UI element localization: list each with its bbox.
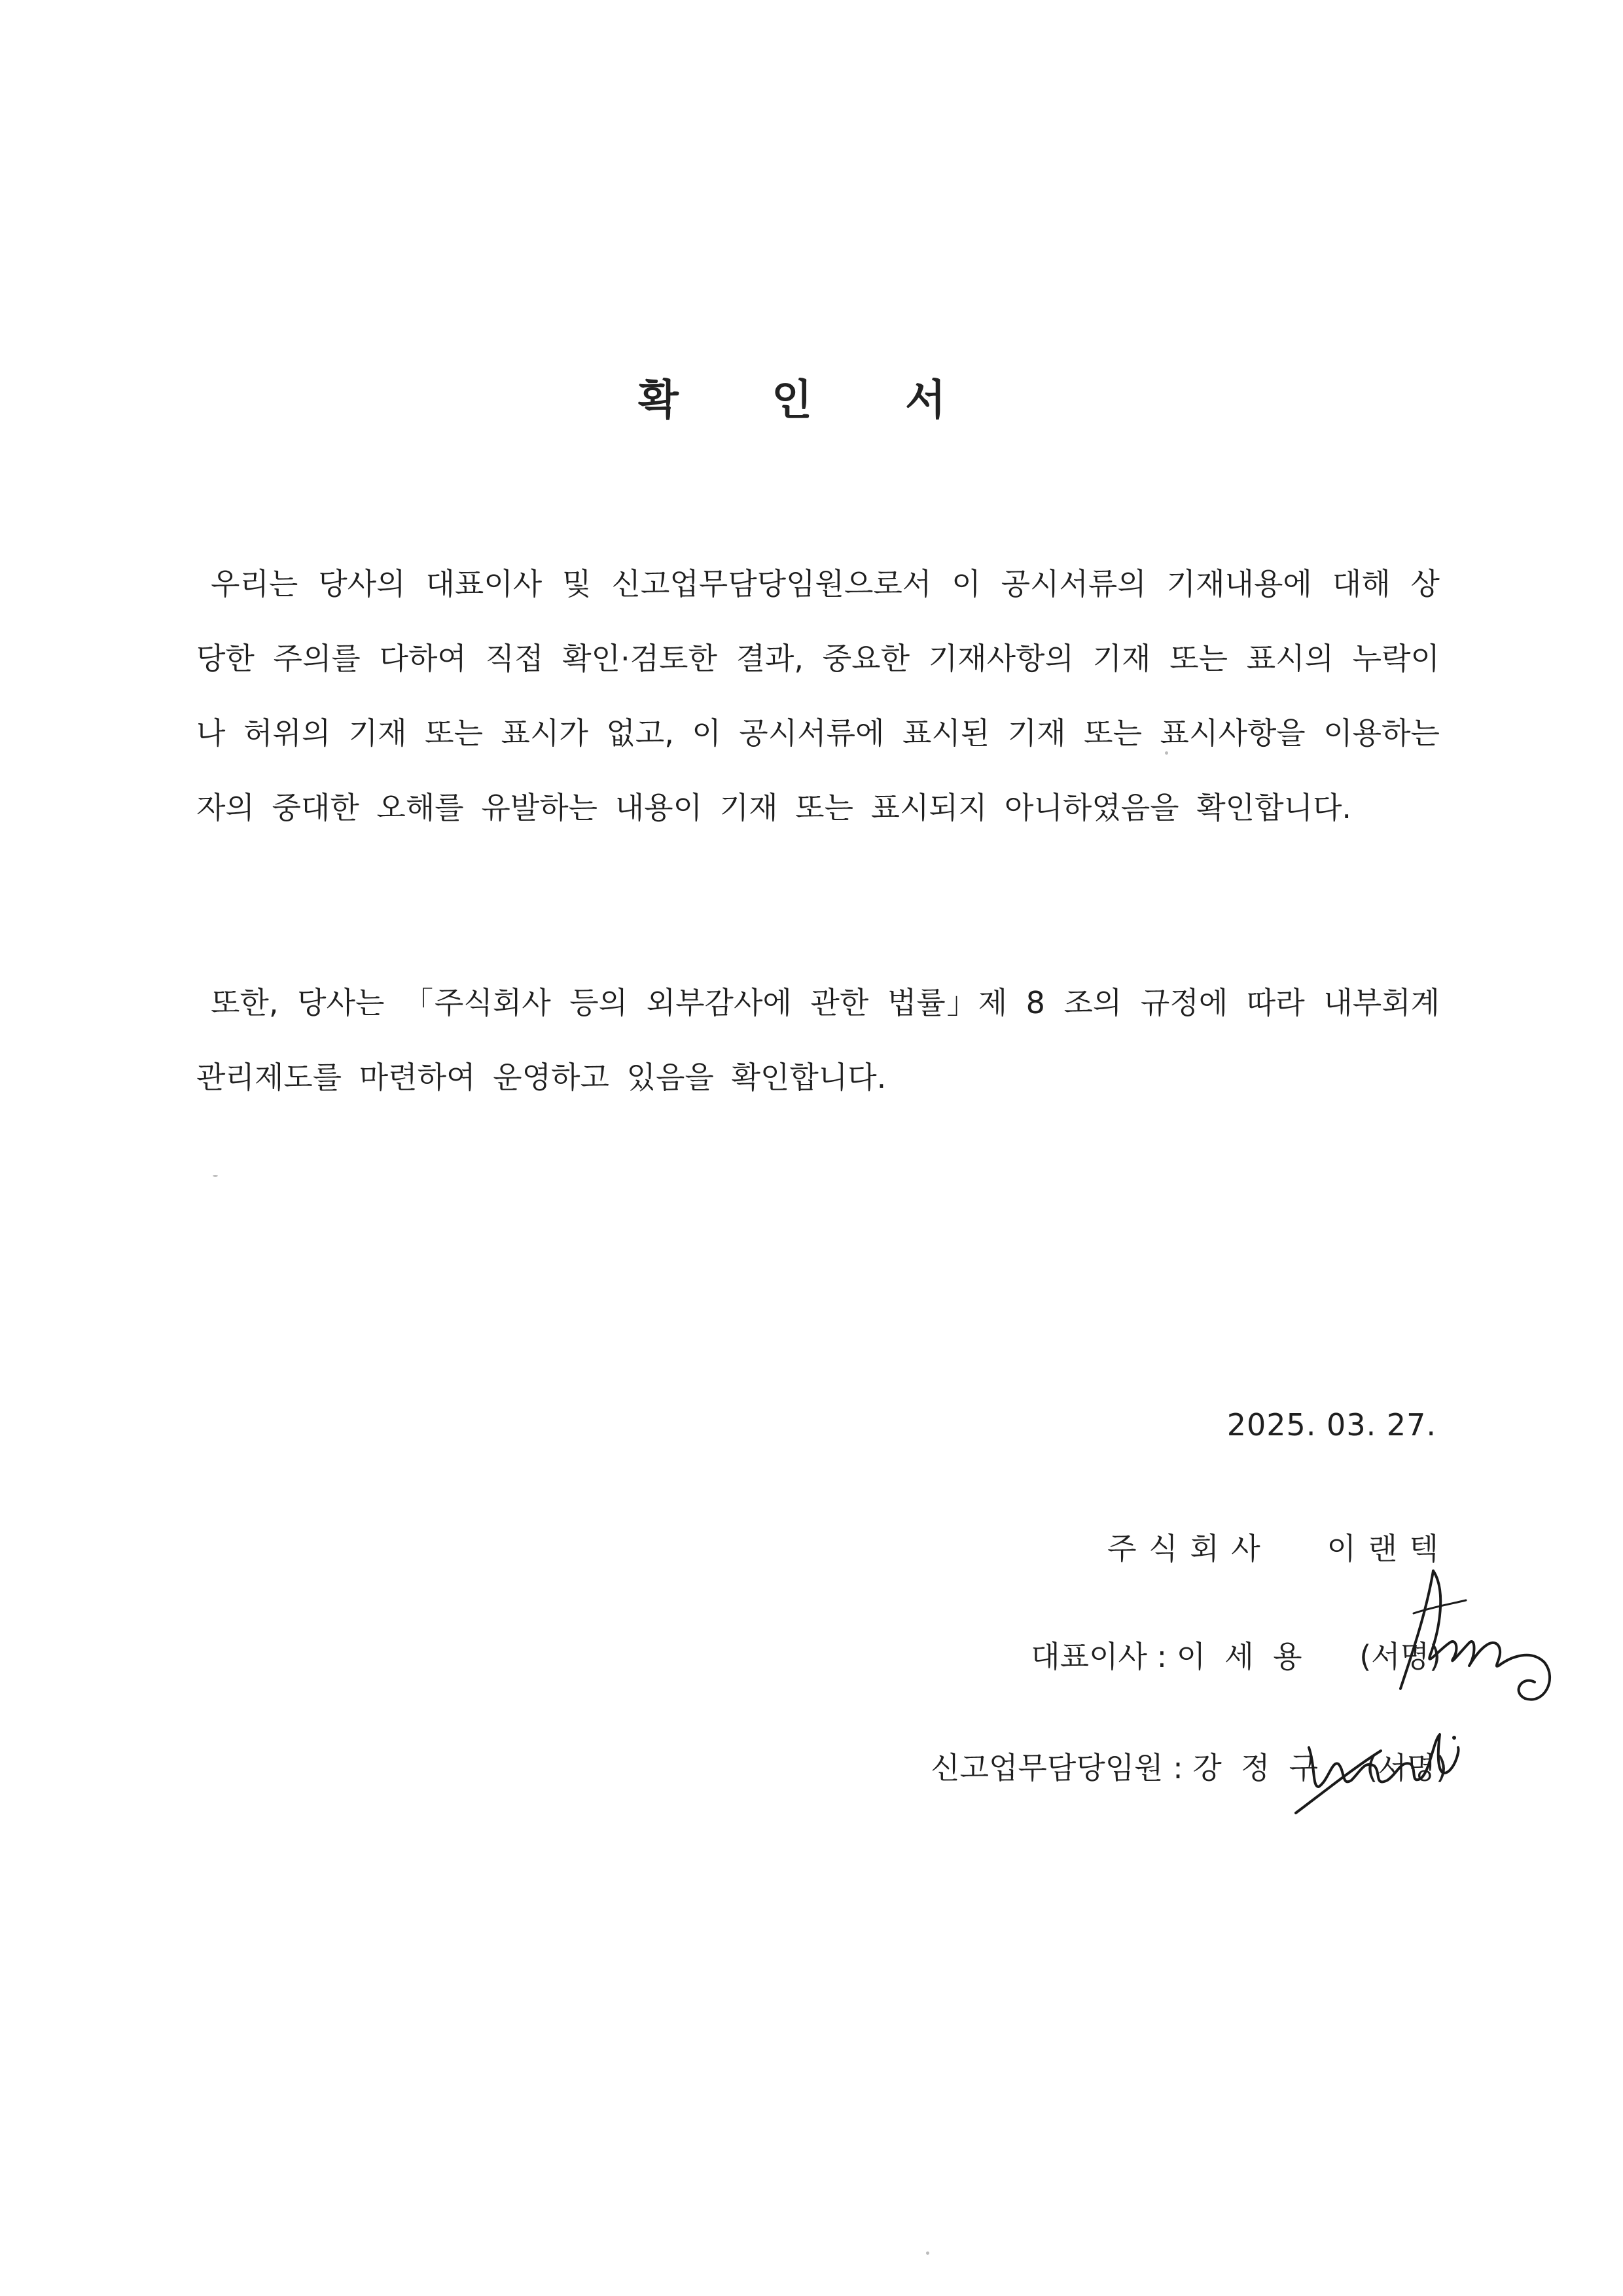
confirmation-paragraph: 우리는 당사의 대표이사 및 신고업무담당임원으로서 이 공시서류의 기재내용에 대해 상당한 주의를 다하여 직접 확인·검토한 결과, 중요한 기재사항의 기재 또는 표시의 누락이나 허위의 기재 또는 표시가 없고, 이 공시서류에 표시된 기재 또는 표시사항을 이용하는 자의 중대한 오해를 유발하는 내용이 기재 또는 표시되지 아니하였음을 확인합니다. [196, 566, 1440, 825]
company-name: 이 랜 텍 [1327, 1531, 1440, 1566]
ceo-name: 이 세 용 [1176, 1639, 1302, 1674]
scan-speck [1165, 751, 1168, 755]
ceo-role: 대표이사 : [1031, 1639, 1177, 1674]
internal-control-paragraph: 또한, 당사는 「주식회사 등의 외부감사에 관한 법률」제 8 조의 규정에 따라 내부회계관리제도를 마련하여 운영하고 있음을 확인합니다. [196, 985, 1440, 1095]
officer-signature-line [931, 1744, 1448, 1787]
scan-speck [926, 2251, 929, 2255]
document-title: 확 인 서 [637, 376, 986, 425]
officer-name: 강 정 구 [1192, 1750, 1319, 1785]
ceo-sign-label: (서명) [1359, 1639, 1441, 1674]
scan-speck [213, 1175, 218, 1177]
document-date: 2025. 03. 27. [1226, 1407, 1436, 1443]
company-line [1107, 1525, 1440, 1568]
ceo-signature-line [1031, 1633, 1441, 1676]
company-prefix: 주 식 회 사 [1107, 1531, 1262, 1566]
officer-role: 신고업무담당임원 : [931, 1750, 1193, 1785]
officer-sign-label: (서명) [1366, 1750, 1448, 1785]
